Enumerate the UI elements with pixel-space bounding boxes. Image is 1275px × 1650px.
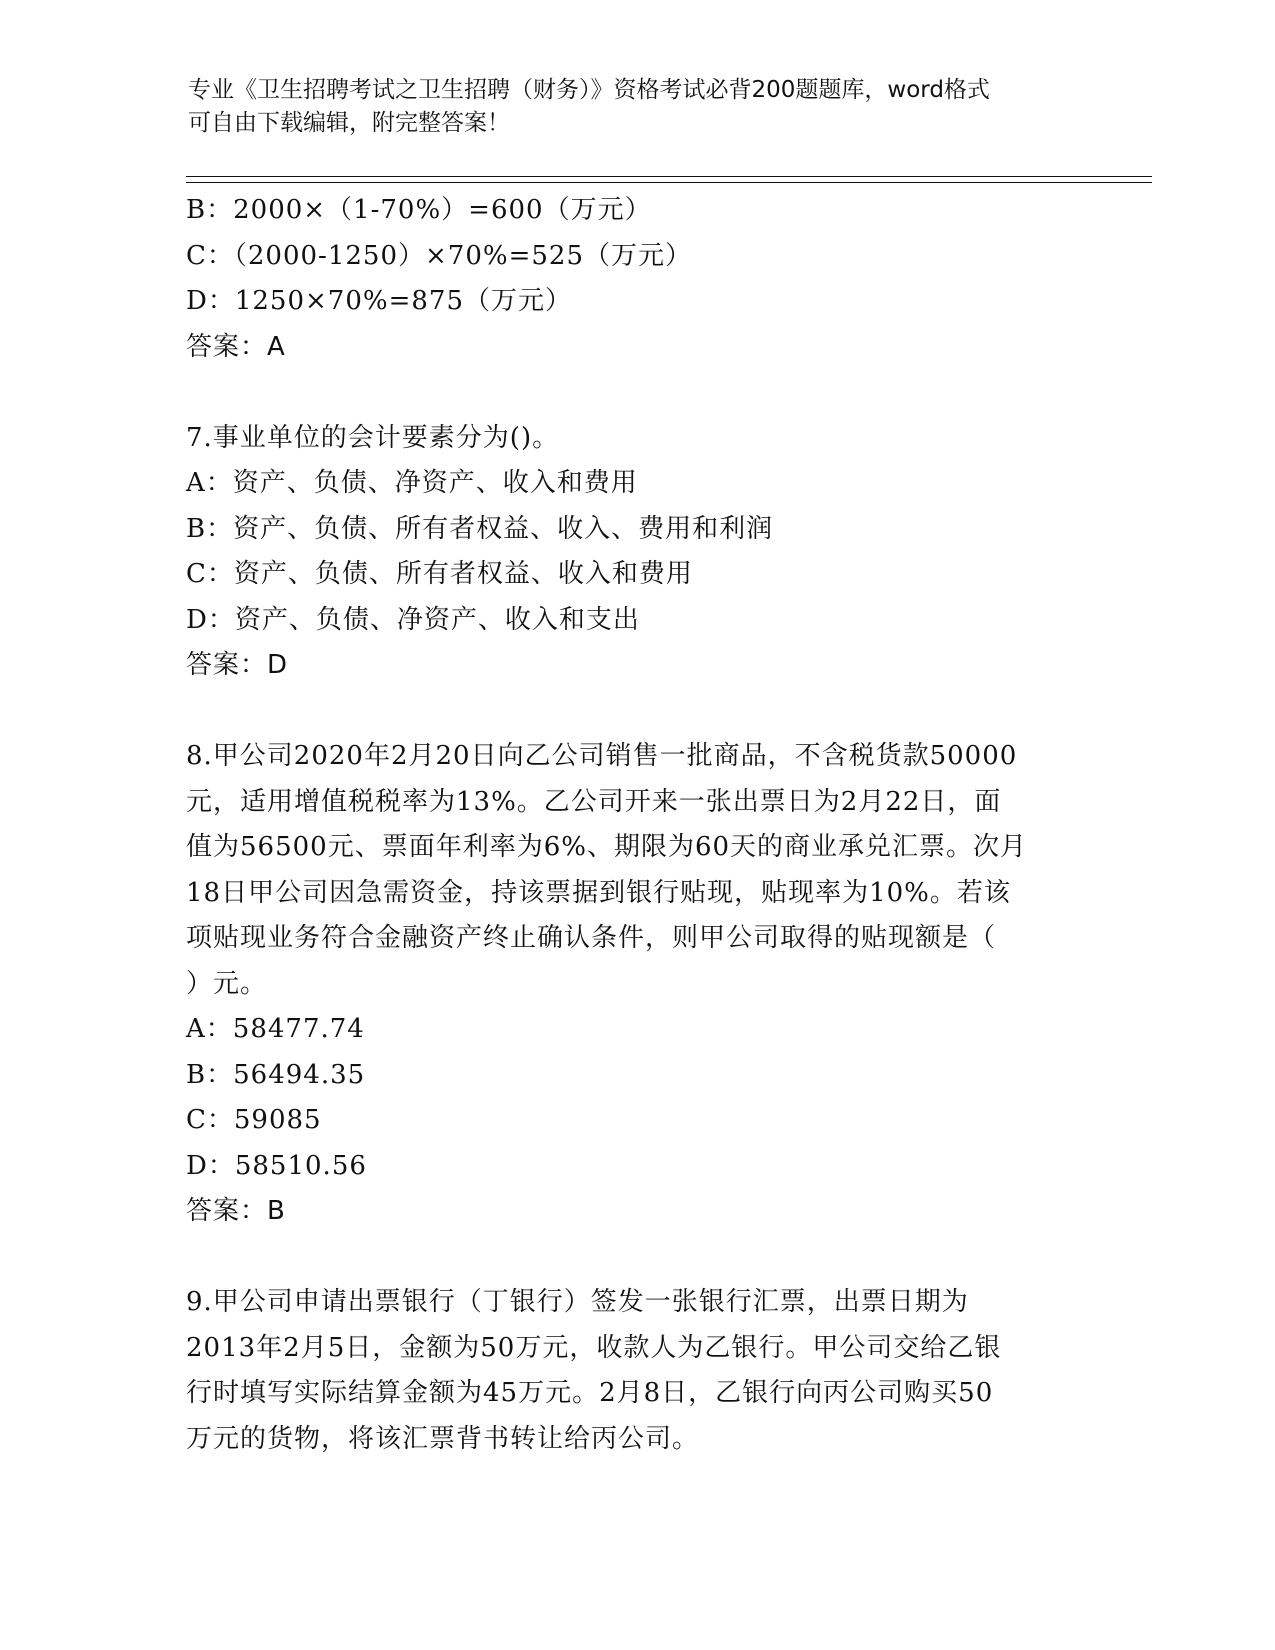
q6-option-d: D：1250×70%=875（万元） xyxy=(186,286,572,316)
document-body xyxy=(186,188,1086,1462)
document-header xyxy=(188,74,1068,140)
q9-question-line: 行时填写实际结算金额为45万元。2月8日，乙银行向丙公司购买50 xyxy=(186,1378,994,1408)
q7-option-b: B：资产、负债、所有者权益、收入、费用和利润 xyxy=(186,513,774,544)
q8-question-line: 元，适用增值税税率为13%。乙公司开来一张出票日为2月22日，面 xyxy=(186,786,1002,817)
q9-question-line: 2013年2月5日，金额为50万元，收款人为乙银行。甲公司交给乙银 xyxy=(186,1332,1002,1363)
header-title-line-1: 专业《卫生招聘考试之卫生招聘（财务）》资格考试必背200题题库，word格式 xyxy=(188,77,990,103)
q7-option-d: D：资产、负债、净资产、收入和支出 xyxy=(186,604,640,635)
spacer xyxy=(186,370,1086,416)
header-title-line-2: 可自由下载编辑，附完整答案！ xyxy=(188,110,510,136)
q6-option-b: B：2000×（1-70%）=600（万元） xyxy=(186,195,652,225)
header-divider-bottom xyxy=(186,182,1152,183)
q9-question-line: 万元的货物，将该汇票背书转让给丙公司。 xyxy=(186,1423,700,1454)
q6-answer: 答案：A xyxy=(186,331,286,362)
spacer xyxy=(186,689,1086,735)
q9-question-line: 9.甲公司申请出票银行（丁银行）签发一张银行汇票，出票日期为 xyxy=(186,1287,969,1317)
q8-option-a: A：58477.74 xyxy=(186,1014,365,1044)
q8-option-b: B：56494.35 xyxy=(186,1059,366,1090)
q8-question-line: ）元。 xyxy=(186,968,268,999)
q6-option-c: C：（2000-1250）×70%=525（万元） xyxy=(186,240,693,271)
q7-option-c: C：资产、负债、所有者权益、收入和费用 xyxy=(186,559,693,589)
q7-option-a: A：资产、负债、净资产、收入和费用 xyxy=(186,468,638,498)
q8-answer: 答案：B xyxy=(186,1196,286,1226)
q8-option-d: D：58510.56 xyxy=(186,1150,367,1181)
q8-question-line: 项贴现业务符合金融资产终止确认条件，则甲公司取得的贴现额是（ xyxy=(186,923,997,953)
header-divider-top xyxy=(186,176,1152,177)
q8-question-line: 18日甲公司因急需资金，持该票据到银行贴现，贴现率为10%。若该 xyxy=(186,877,1011,908)
spacer xyxy=(186,1235,1086,1281)
q7-question: 7.事业单位的会计要素分为()。 xyxy=(186,422,560,453)
q8-question-line: 8.甲公司2020年2月20日向乙公司销售一批商品，不含税货款50000 xyxy=(186,741,1018,771)
q7-answer: 答案：D xyxy=(186,650,289,680)
q8-question-line: 值为56500元、票面年利率为6%、期限为60天的商业承兑汇票。次月 xyxy=(186,832,1028,862)
q8-option-c: C：59085 xyxy=(186,1105,322,1135)
